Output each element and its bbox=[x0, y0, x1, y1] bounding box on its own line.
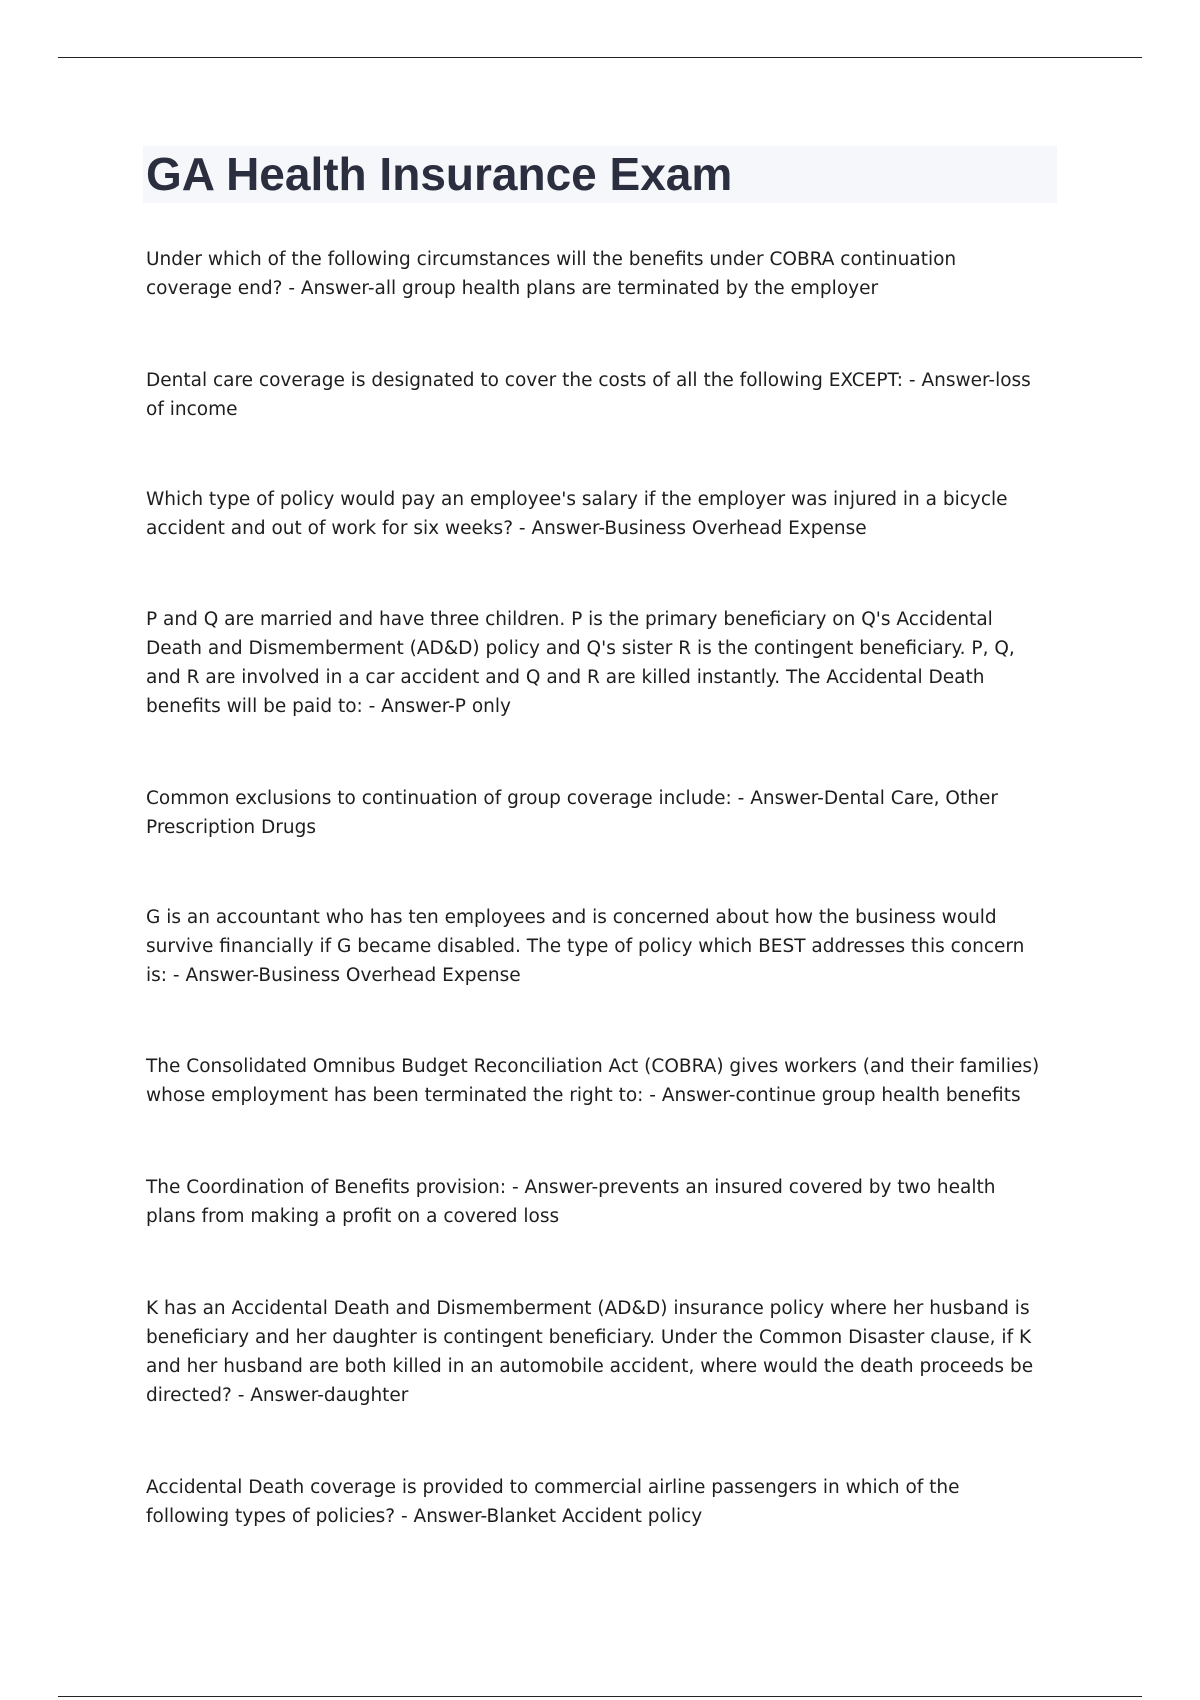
qa-item-3: Which type of policy would pay an employee's salary if the employer was injured in a bicycle accident and out of work for six weeks? - Answer-Business Overhead Expense bbox=[146, 489, 1008, 539]
qa-item-5: Common exclusions to continuation of group coverage include: - Answer-Dental Care, Other Prescription Drugs bbox=[146, 788, 998, 838]
page-title: GA Health Insurance Exam bbox=[146, 148, 733, 200]
bottom-divider bbox=[58, 1696, 1142, 1697]
qa-item-9: K has an Accidental Death and Dismemberment (AD&D) insurance policy where her husband is beneficiary and her daughter is contingent beneficiary. Under the Common Disaster clause, if K and her husband are both killed in an automobile accident, where would the death proceeds be directed? - Answer-daughter bbox=[146, 1298, 1034, 1406]
qa-item-7: The Consolidated Omnibus Budget Reconciliation Act (COBRA) gives workers (and their families) whose employment has been terminated the right to: - Answer-continue group health benefits bbox=[146, 1056, 1040, 1106]
top-divider bbox=[58, 57, 1142, 58]
qa-item-8: The Coordination of Benefits provision: - Answer-prevents an insured covered by two health plans from making a profit on a covered loss bbox=[146, 1177, 996, 1227]
qa-item-6: G is an accountant who has ten employees and is concerned about how the business would survive financially if G became disabled. The type of policy which BEST addresses this concern is: - Answer-Business Overhead Expense bbox=[146, 907, 1025, 986]
qa-item-10: Accidental Death coverage is provided to commercial airline passengers in which of the following types of policies? - Answer-Blanket Accident policy bbox=[146, 1477, 960, 1527]
qa-item-1: Under which of the following circumstances will the benefits under COBRA continuation coverage end? - Answer-all group health plans are terminated by the employer bbox=[146, 249, 957, 299]
qa-item-2: Dental care coverage is designated to cover the costs of all the following EXCEPT: - Answer-loss of income bbox=[146, 370, 1031, 420]
qa-item-4: P and Q are married and have three children. P is the primary beneficiary on Q's Accidental Death and Dismemberment (AD&D) policy and Q's sister R is the contingent beneficiary. P, Q, and R are involved in a car accident and Q and R are killed instantly. The Accidental Death benefits will be paid to: - Answer-P only bbox=[146, 609, 1015, 717]
